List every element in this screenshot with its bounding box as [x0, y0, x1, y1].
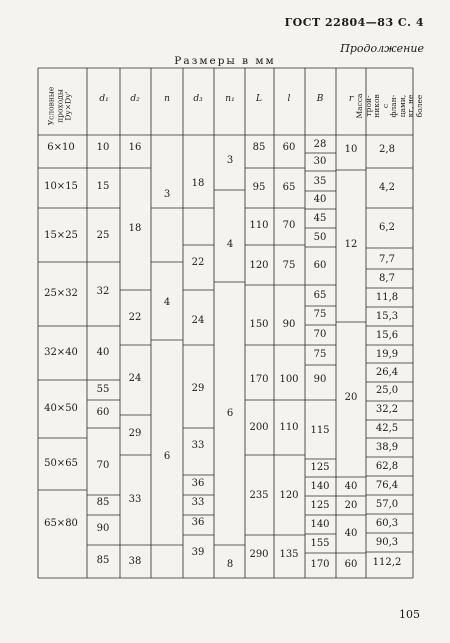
table-cell: 110 — [279, 422, 299, 433]
table-cell: 60 — [344, 559, 358, 570]
table-cell: 4,2 — [379, 182, 395, 193]
table-cell: 22 — [191, 257, 205, 268]
table-cell: 60 — [96, 407, 110, 418]
dimensions-caption: Размеры в мм — [174, 55, 276, 67]
table-cell: 25×32 — [44, 288, 78, 299]
table-cell: 135 — [279, 549, 299, 560]
header-n: n — [164, 94, 170, 104]
table-cell: 90 — [313, 374, 327, 385]
table-cell: 90 — [282, 319, 296, 330]
header-nominal-bore: Условные проходы Dу×Dу' — [46, 86, 73, 126]
table-cell: 90 — [96, 523, 110, 534]
table-cell: 38 — [128, 556, 142, 567]
table-cell: 20 — [344, 500, 358, 511]
table-cell: 33 — [191, 497, 205, 508]
table-cell: 29 — [128, 428, 142, 439]
table-cell: 8 — [226, 559, 234, 570]
table-cell: 10 — [96, 142, 110, 153]
table-cell: 38,9 — [375, 442, 399, 453]
table-cell: 155 — [310, 538, 330, 549]
table-cell: 6,2 — [379, 222, 395, 233]
table-cell: 7,7 — [379, 254, 395, 265]
table-cell: 100 — [279, 374, 299, 385]
table-cell: 62,8 — [375, 461, 399, 472]
table-cell: 75 — [282, 260, 296, 271]
standard-header: ГОСТ 22804—83 С. 4 — [284, 16, 424, 29]
table-cell: 35 — [313, 176, 327, 187]
table-cell: 15,6 — [375, 330, 399, 341]
table-cell: 39 — [191, 547, 205, 558]
table-cell: 42,5 — [375, 423, 399, 434]
table-cell: 76,4 — [375, 480, 399, 491]
table-cell: 8,7 — [379, 273, 395, 284]
table-cell: 125 — [310, 462, 330, 473]
table-cell: 12 — [344, 239, 358, 250]
table-cell: 45 — [313, 213, 327, 224]
table-cell: 3 — [226, 155, 234, 166]
table-cell: 85 — [96, 497, 110, 508]
header-L: L — [256, 94, 262, 104]
table-cell: 200 — [249, 422, 269, 433]
table-cell: 32×40 — [44, 347, 78, 358]
table-cell: 57,0 — [375, 499, 399, 510]
table-cell: 55 — [96, 384, 110, 395]
header-d3: d₃ — [193, 94, 203, 104]
header-B: B — [316, 94, 324, 104]
table-cell: 3 — [163, 189, 171, 200]
table-cell: 120 — [279, 490, 299, 501]
table-cell: 65×80 — [44, 518, 78, 529]
table-cell: 25 — [96, 230, 110, 241]
table-cell: 24 — [128, 373, 142, 384]
page-number: 105 — [399, 608, 420, 621]
table-cell: 28 — [313, 139, 327, 150]
table-cell: 29 — [191, 383, 205, 394]
table-cell: 40 — [344, 481, 358, 492]
table-cell: 110 — [249, 220, 269, 231]
table-cell: 60 — [282, 142, 296, 153]
table-cell: 60,3 — [375, 518, 399, 529]
table-cell: 2,8 — [379, 144, 395, 155]
table-cell: 16 — [128, 142, 142, 153]
table-cell: 15,3 — [375, 311, 399, 322]
table-cell: 40 — [313, 194, 327, 205]
table-cell: 11,8 — [375, 292, 399, 303]
table-cell: 70 — [96, 460, 110, 471]
header-mass: Масса трой- ников с флан- цами, кг, не более — [355, 93, 424, 119]
table-cell: 36 — [191, 517, 205, 528]
table-cell: 140 — [310, 481, 330, 492]
table-cell: 120 — [249, 260, 269, 271]
table-cell: 85 — [252, 142, 266, 153]
table-cell: 26,4 — [375, 367, 399, 378]
table-cell: 50 — [313, 232, 327, 243]
table-cell: 18 — [191, 178, 205, 189]
table-cell: 40 — [96, 347, 110, 358]
table-cell: 25,0 — [375, 385, 399, 396]
table-cell: 10×15 — [44, 181, 78, 192]
table-cell: 170 — [249, 374, 269, 385]
table-cell: 40 — [344, 528, 358, 539]
table-cell: 6 — [163, 451, 171, 462]
table-cell: 4 — [226, 239, 234, 250]
table-cell: 170 — [310, 559, 330, 570]
table-cell: 125 — [310, 500, 330, 511]
table-cell: 32,2 — [375, 404, 399, 415]
table-cell: 33 — [191, 440, 205, 451]
table-cell: 6×10 — [47, 142, 75, 153]
table-cell: 4 — [163, 297, 171, 308]
table-cell: 32 — [96, 286, 110, 297]
table-cell: 50×65 — [44, 458, 78, 469]
table-cell: 19,9 — [375, 349, 399, 360]
table-cell: 290 — [249, 549, 269, 560]
table-cell: 33 — [128, 494, 142, 505]
table-cell: 95 — [252, 182, 266, 193]
table-cell: 115 — [310, 425, 330, 436]
table-cell: 10 — [344, 144, 358, 155]
table-cell: 112,2 — [372, 557, 402, 568]
table-cell: 18 — [128, 223, 142, 234]
table-cell: 70 — [313, 329, 327, 340]
table-cell: 36 — [191, 478, 205, 489]
table-cell: 65 — [282, 182, 296, 193]
table-cell: 15 — [96, 181, 110, 192]
table-cell: 40×50 — [44, 403, 78, 414]
table-cell: 30 — [313, 156, 327, 167]
header-l: l — [287, 94, 291, 104]
continued-label: Продолжение — [340, 42, 424, 55]
table-cell: 90,3 — [375, 537, 399, 548]
table-cell: 70 — [282, 220, 296, 231]
table-cell: 65 — [313, 290, 327, 301]
table-cell: 20 — [344, 392, 358, 403]
header-r: r — [348, 94, 354, 104]
table-cell: 85 — [96, 555, 110, 566]
table-cell: 75 — [313, 349, 327, 360]
header-n1: n₁ — [225, 94, 235, 104]
table-cell: 75 — [313, 309, 327, 320]
header-d1: d₁ — [99, 94, 109, 104]
table-cell: 22 — [128, 312, 142, 323]
header-d2: d₂ — [130, 94, 140, 104]
table-cell: 15×25 — [44, 230, 78, 241]
table-cell: 24 — [191, 315, 205, 326]
table-cell: 150 — [249, 319, 269, 330]
table-cell: 6 — [226, 408, 234, 419]
table-cell: 235 — [249, 490, 269, 501]
table-cell: 60 — [313, 260, 327, 271]
table-cell: 140 — [310, 519, 330, 530]
